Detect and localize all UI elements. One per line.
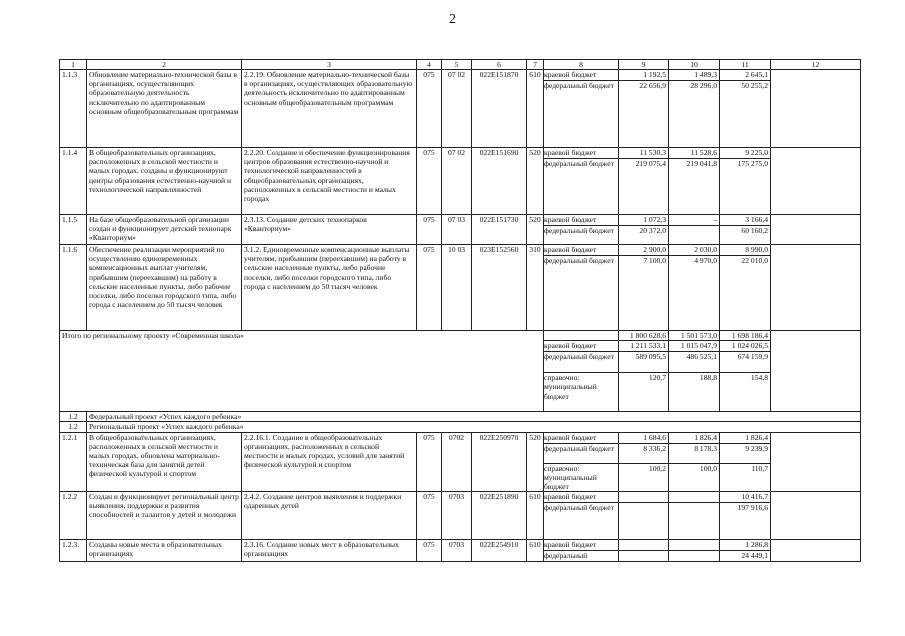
amount-value: 11 530,3 xyxy=(619,148,669,159)
total-sum: 1 698 186,4 xyxy=(720,331,771,341)
column-header: 12 xyxy=(771,60,861,70)
amount-value: 7 100,0 xyxy=(643,256,666,265)
amount-cell xyxy=(720,341,771,412)
ministry-code: 075 xyxy=(417,215,442,245)
column-header: 6 xyxy=(472,60,527,70)
column-header: 11 xyxy=(720,60,771,70)
section-code: 0702 xyxy=(442,432,472,491)
empty-cell xyxy=(771,148,861,215)
funding-source-cell xyxy=(544,245,619,331)
amount-value: 219 075,4 xyxy=(635,159,666,168)
amount-cell xyxy=(720,491,771,539)
amount-cell xyxy=(619,432,669,491)
table-row xyxy=(60,491,861,539)
expense-type-code: 520 xyxy=(527,432,544,491)
amount-value: 1 072,3 xyxy=(619,215,669,226)
amount-value: 175 275,0 xyxy=(737,159,768,168)
amount-value: 8 990,0 xyxy=(720,245,771,256)
column-header: 3 xyxy=(242,60,417,70)
amount-cell xyxy=(619,148,669,215)
column-header: 4 xyxy=(417,60,442,70)
amount-cell xyxy=(720,215,771,245)
amount-cell xyxy=(669,539,720,561)
amount-value: 50 255,2 xyxy=(741,81,768,90)
amount-value: 1 192,5 xyxy=(619,70,669,81)
amount-value: 60 160,2 xyxy=(741,226,768,235)
header-row xyxy=(60,60,861,70)
total-sum: 1 800 628,6 xyxy=(619,331,669,341)
amount-value: 24 449,1 xyxy=(741,550,768,560)
table-row xyxy=(60,215,861,245)
page-number: 2 xyxy=(449,12,456,27)
result-description: Создан и функционирует региональный центр выявления, поддержки и развития способностей и талантов у детей и молодежи xyxy=(87,491,242,539)
funding-source: справочно: муниципальный бюджет xyxy=(544,463,597,492)
amount-value xyxy=(669,503,720,539)
event-description: 2.2.16.1. Создание в общеобразовательных организациях, расположенных в сельской местности и малых городах, условий для занятий физической культурой и спортом xyxy=(242,432,417,491)
amount-cell xyxy=(720,148,771,215)
column-header: 2 xyxy=(87,60,242,70)
total-label: Итого по региональному проекту «Современная школа» xyxy=(60,331,544,412)
funding-source: федеральный бюджет xyxy=(544,502,614,512)
funding-source: краевой бюджет xyxy=(544,148,619,159)
ministry-code: 075 xyxy=(417,70,442,148)
amount-value: 28 296,0 xyxy=(690,81,717,90)
funding-source-cell xyxy=(544,539,619,561)
funding-source: федеральный бюджет xyxy=(544,444,619,464)
amount-value xyxy=(619,540,669,551)
expense-type-code: 310 xyxy=(527,245,544,331)
section-code: 07 02 xyxy=(442,70,472,148)
event-description: 2.2.20. Создание и обеспечение функционирования центров образования естественно-научной и технологической направленностей в общеобразовательных организациях, расположенных в сельской местности и малых городах xyxy=(242,148,417,215)
row-number: 1.1.3 xyxy=(60,70,87,148)
table-row xyxy=(60,70,861,148)
amount-value: 3 166,4 xyxy=(720,215,771,226)
amount-cell xyxy=(669,215,720,245)
target-article-code: 023E152560 xyxy=(472,245,527,331)
amount-cell xyxy=(619,539,669,561)
amount-value: 154,8 xyxy=(750,373,768,383)
funding-source: краевой бюджет xyxy=(544,215,619,226)
event-description: 3.1.2. Единовременные компенсационные выплаты учителям, прибывшим (переехавшим) на работу в сельские населенные пункты, либо рабочие поселки, либо поселки городского типа, либо города с населением до 50 тысяч человек xyxy=(242,245,417,331)
total-row xyxy=(60,331,861,341)
section-number: 1.2 xyxy=(60,422,87,432)
empty-cell xyxy=(771,539,861,561)
amount-value: 9 239,9 xyxy=(720,444,771,464)
column-header: 1 xyxy=(60,60,87,70)
target-article-code: 022E251890 xyxy=(472,491,527,539)
empty-cell xyxy=(544,331,619,341)
target-article-code: 022E254910 xyxy=(472,539,527,561)
amount-value: 100,2 xyxy=(648,463,666,473)
amount-value: 10 416,7 xyxy=(720,492,771,503)
section-row xyxy=(60,412,861,422)
section-number: 1.2 xyxy=(60,412,87,422)
empty-cell xyxy=(771,215,861,245)
funding-source-cell xyxy=(544,341,619,412)
amount-value: 8 178,3 xyxy=(669,444,720,464)
amount-value: 2 645,1 xyxy=(720,70,771,81)
expense-type-code: 520 xyxy=(527,215,544,245)
amount-value: – xyxy=(669,215,720,226)
amount-value: 1 286,8 xyxy=(720,540,771,551)
funding-source: краевой бюджет xyxy=(544,540,619,551)
event-description: 2.3.13. Создание детских технопарков «Кванториум» xyxy=(242,215,417,245)
amount-value: 219 041,8 xyxy=(686,159,717,168)
amount-value: 4 970,0 xyxy=(694,256,717,265)
amount-value: 486 525,1 xyxy=(669,352,720,373)
section-code: 0703 xyxy=(442,539,472,561)
amount-value: 9 225,0 xyxy=(720,148,771,159)
section-code: 10 03 xyxy=(442,245,472,331)
target-article-code: 022E151870 xyxy=(472,70,527,148)
amount-value: 1 024 026,5 xyxy=(720,341,771,352)
amount-cell xyxy=(619,341,669,412)
amount-cell xyxy=(669,245,720,331)
expense-type-code: 520 xyxy=(527,148,544,215)
amount-value xyxy=(619,492,669,503)
budget-table xyxy=(59,59,861,562)
amount-value: 1 826,4 xyxy=(720,433,771,444)
amount-value: 2 030,0 xyxy=(669,245,720,256)
funding-source-cell xyxy=(544,491,619,539)
amount-value: 589 095,5 xyxy=(619,352,669,373)
amount-cell xyxy=(720,432,771,491)
event-description: 2.3.16. Создание новых мест в образовательных организациях xyxy=(242,539,417,561)
table-row xyxy=(60,432,861,491)
amount-value: 1 015 047,9 xyxy=(669,341,720,352)
row-number: 1.1.5 xyxy=(60,215,87,245)
funding-source: федеральный бюджет xyxy=(544,226,614,235)
empty-cell xyxy=(771,491,861,539)
amount-value: 22 010,0 xyxy=(741,256,768,265)
total-sum: 1 501 573,0 xyxy=(669,331,720,341)
amount-value xyxy=(669,540,720,551)
column-header: 9 xyxy=(619,60,669,70)
row-number: 1.1.6 xyxy=(60,245,87,331)
result-description: На базе общеобразовательной организации создан и функционирует детский технопарк «Кванториум» xyxy=(87,215,242,245)
amount-value xyxy=(619,503,669,539)
amount-value: 120,7 xyxy=(648,373,666,383)
funding-source-cell xyxy=(544,215,619,245)
result-description: Обновление материально-технической базы в организациях, осуществляющих образовательную деятельность исключительно по адаптированным основным общеобразовательным программам xyxy=(87,70,242,148)
target-article-code: 022E151730 xyxy=(472,215,527,245)
amount-cell xyxy=(669,70,720,148)
row-number: 1.2.1 xyxy=(60,432,87,491)
result-description: Созданы новые места в образовательных организациях xyxy=(87,539,242,561)
ministry-code: 075 xyxy=(417,491,442,539)
ministry-code: 075 xyxy=(417,432,442,491)
amount-cell xyxy=(669,491,720,539)
funding-source: федеральный бюджет xyxy=(544,159,614,168)
event-description: 2.2.19. Обновление материально-технической базы в организациях, осуществляющих образовательную деятельность исключительно по адаптированным основным общеобразовательным программам xyxy=(242,70,417,148)
amount-value: 22 656,9 xyxy=(639,81,666,90)
amount-cell xyxy=(619,245,669,331)
amount-value: 188,8 xyxy=(699,373,717,383)
result-description: Обеспечение реализации мероприятий по осуществлению единовременных компенсационных выплат учителям, прибывшим (переехавшим) на работу в сельские населенные пункты, либо рабочие поселки, либо поселки городского типа, либо города с населением до 50 тысяч человек xyxy=(87,245,242,331)
column-header: 5 xyxy=(442,60,472,70)
amount-cell xyxy=(720,539,771,561)
column-header: 10 xyxy=(669,60,720,70)
ministry-code: 075 xyxy=(417,245,442,331)
ministry-code: 075 xyxy=(417,539,442,561)
funding-source: краевой бюджет xyxy=(544,245,619,256)
funding-source: краевой бюджет xyxy=(544,492,619,503)
funding-source: краевой бюджет xyxy=(544,433,619,444)
target-article-code: 022E250970 xyxy=(472,432,527,491)
amount-cell xyxy=(720,245,771,331)
funding-source: федеральный бюджет xyxy=(544,81,614,90)
funding-source: справочно: муниципальный бюджет xyxy=(544,373,597,401)
amount-value xyxy=(669,226,720,244)
amount-value: 2 900,0 xyxy=(619,245,669,256)
amount-cell xyxy=(669,148,720,215)
column-header: 7 xyxy=(527,60,544,70)
row-number: 1.1.4 xyxy=(60,148,87,215)
amount-cell xyxy=(669,432,720,491)
funding-source: краевой бюджет xyxy=(544,341,619,352)
table-row xyxy=(60,148,861,215)
amount-value: 1 684,6 xyxy=(619,433,669,444)
amount-cell xyxy=(720,70,771,148)
section-title: Региональный проект «Успех каждого ребенка» xyxy=(87,422,861,432)
funding-source: федеральный бюджет xyxy=(544,256,614,265)
result-description: В общеобразовательных организациях, расположенных в сельской местности и малых городах, обновлена материально-техническая база для занятий детей физической культурой и спортом xyxy=(87,432,242,491)
amount-cell xyxy=(669,341,720,412)
amount-value xyxy=(669,492,720,503)
empty-cell xyxy=(771,432,861,491)
section-code: 0703 xyxy=(442,491,472,539)
empty-cell xyxy=(771,245,861,331)
row-number: 1.2.3. xyxy=(60,539,87,561)
section-code: 07 03 xyxy=(442,215,472,245)
amount-cell xyxy=(619,70,669,148)
event-description: 2.4.2. Создание центров выявления и поддержки одаренных детей xyxy=(242,491,417,539)
amount-value: 1 826,4 xyxy=(669,433,720,444)
expense-type-code: 610 xyxy=(527,70,544,148)
table-row xyxy=(60,245,861,331)
amount-value: 100,0 xyxy=(699,463,717,473)
expense-type-code: 610 xyxy=(527,491,544,539)
section-title: Федеральный проект «Успех каждого ребенка» xyxy=(87,412,861,422)
amount-value: 8 336,2 xyxy=(619,444,669,464)
funding-source-cell xyxy=(544,148,619,215)
ministry-code: 075 xyxy=(417,148,442,215)
funding-source: краевой бюджет xyxy=(544,70,619,81)
funding-source-cell xyxy=(544,432,619,491)
amount-cell xyxy=(619,491,669,539)
funding-source: федеральный xyxy=(544,550,588,560)
expense-type-code: 610 xyxy=(527,539,544,561)
target-article-code: 022E151690 xyxy=(472,148,527,215)
amount-value xyxy=(669,551,720,561)
amount-value: 110,7 xyxy=(751,463,768,473)
result-description: В общеобразовательных организациях, расположенных в сельской местности и малых городах, созданы и функционируют центры образования естественно-научной и технологической направленностей xyxy=(87,148,242,215)
amount-value: 674 159,9 xyxy=(720,352,771,373)
amount-value: 1 489,3 xyxy=(669,70,720,81)
funding-source-cell xyxy=(544,70,619,148)
empty-cell xyxy=(771,70,861,148)
amount-value: 197 916,6 xyxy=(737,502,768,512)
amount-value: 1 211 533,1 xyxy=(619,341,669,352)
funding-source: федеральный бюджет xyxy=(544,352,619,373)
row-number: 1.2.2 xyxy=(60,491,87,539)
table-row xyxy=(60,539,861,561)
amount-value: 20 372,0 xyxy=(639,226,666,235)
section-code: 07 02 xyxy=(442,148,472,215)
empty-cell xyxy=(771,331,861,412)
amount-value: 11 528,6 xyxy=(669,148,720,159)
column-header: 8 xyxy=(544,60,619,70)
amount-cell xyxy=(619,215,669,245)
amount-value xyxy=(619,551,669,561)
section-row xyxy=(60,422,861,432)
